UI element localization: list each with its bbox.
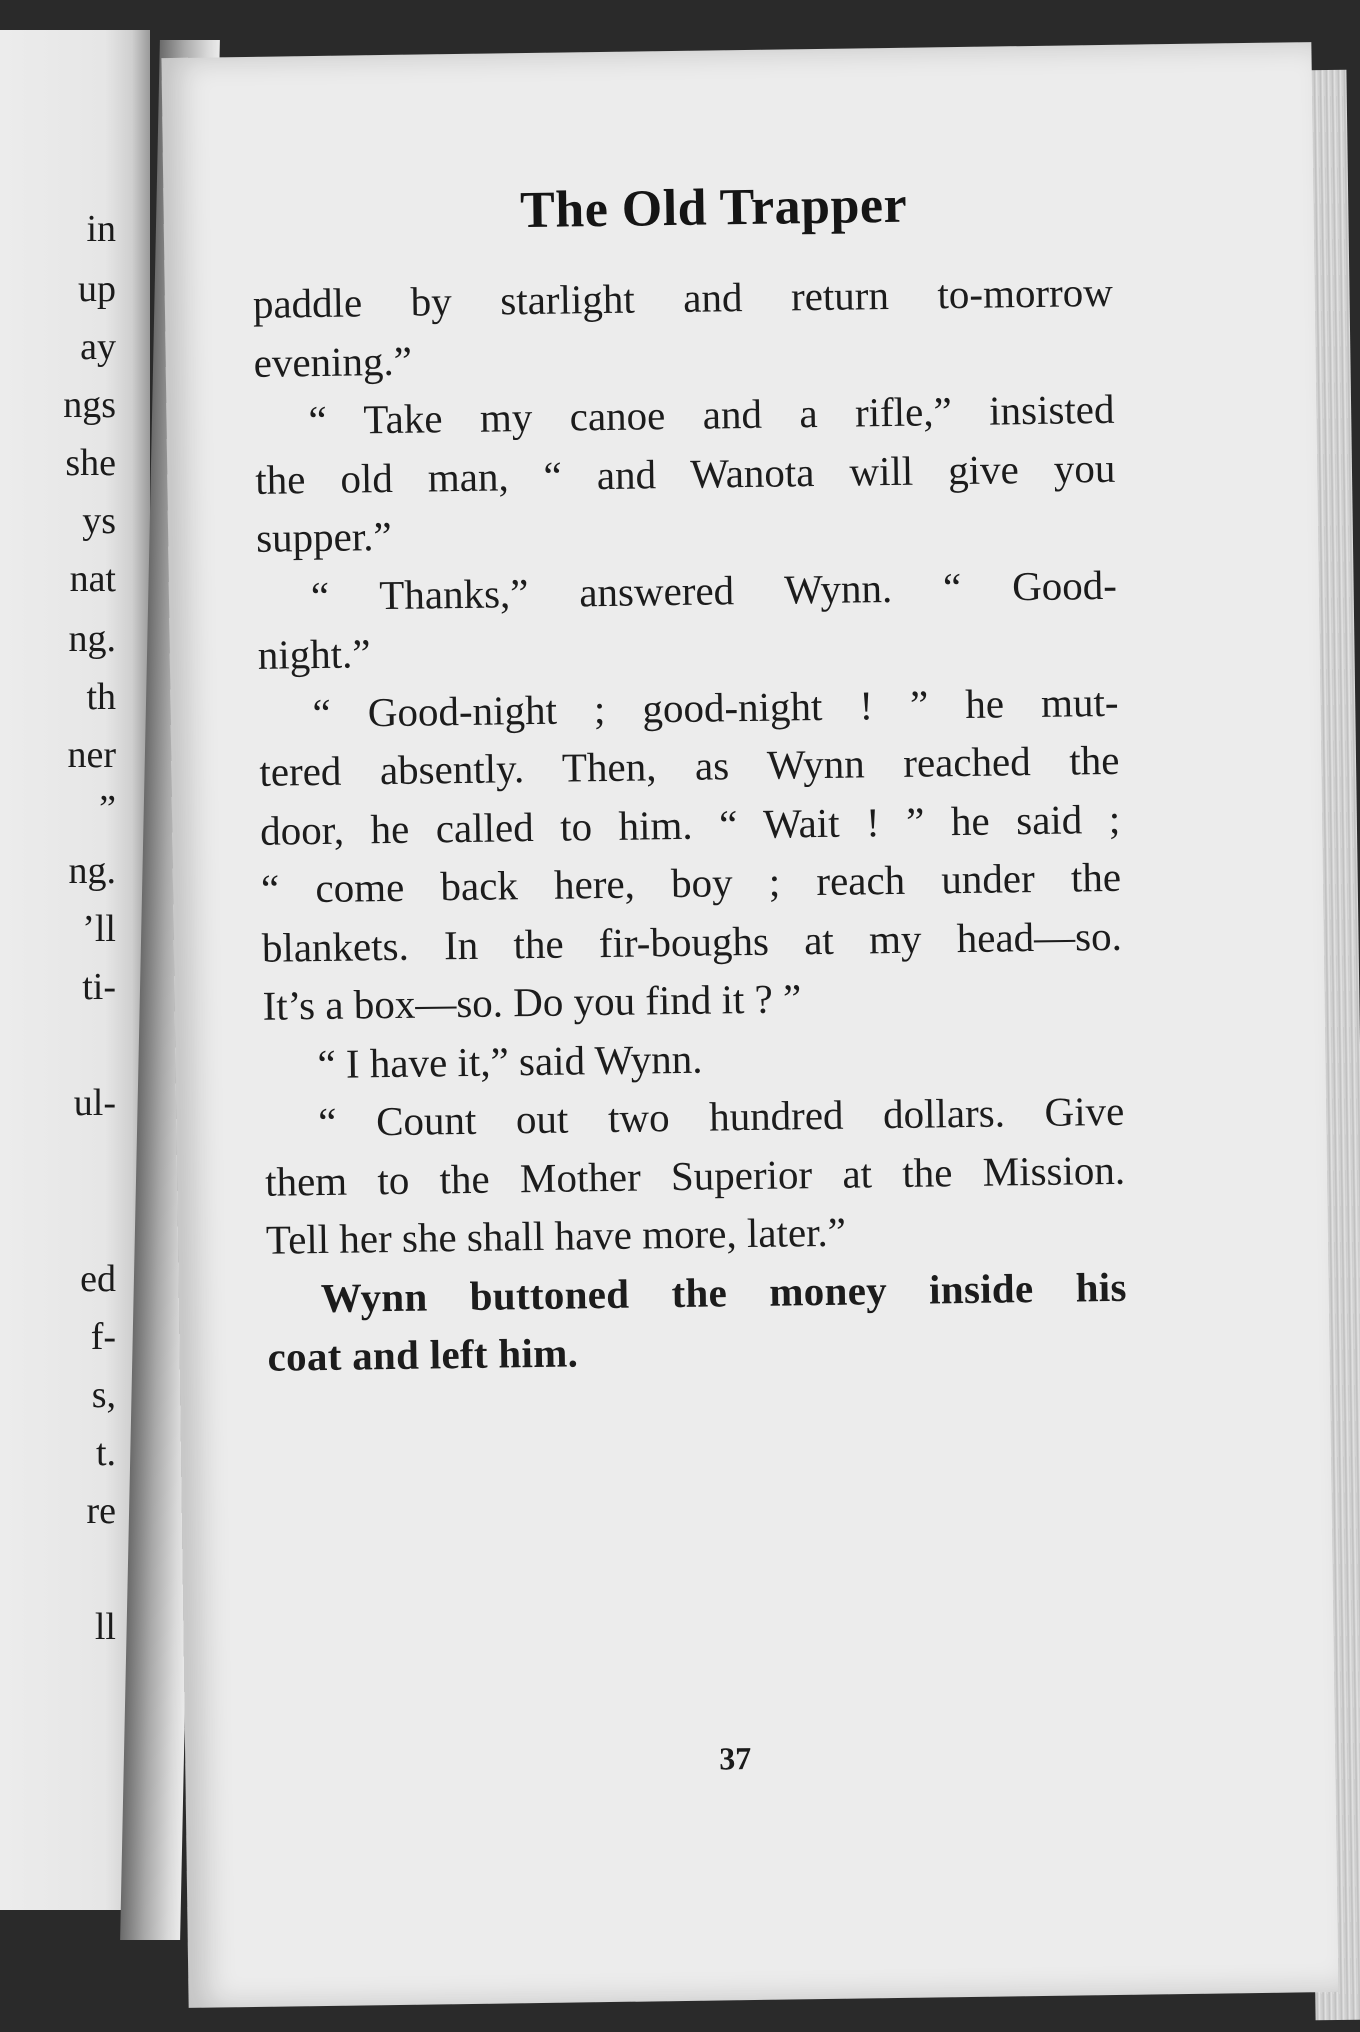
book-page bbox=[161, 42, 1338, 2008]
left-page-fragment: ll bbox=[94, 1606, 116, 1648]
text-line: Wynn buttoned the money inside his bbox=[320, 1263, 1128, 1321]
left-page-fragment: ys bbox=[82, 500, 116, 542]
left-page-fragment: up bbox=[78, 268, 116, 310]
text-line: “ I have it,” said Wynn. bbox=[317, 1035, 703, 1087]
left-page-fragment: ng. bbox=[68, 850, 116, 892]
left-page-fragment: ul- bbox=[73, 1082, 116, 1124]
left-page-fragment: she bbox=[65, 442, 116, 484]
text-line: paddle by starlight and return to-morrow bbox=[252, 268, 1114, 327]
text-line: tered absently. Then, as Wynn reached the bbox=[259, 736, 1120, 795]
left-page-fragment: ay bbox=[80, 326, 116, 368]
text-line: It’s a box—so. Do you find it ? ” bbox=[262, 975, 802, 1029]
page-number: 37 bbox=[718, 1740, 752, 1777]
text-line: them to the Mother Superior at the Mission. bbox=[264, 1146, 1126, 1205]
text-line: “ Count out two hundred dollars. Give bbox=[317, 1087, 1125, 1146]
left-page-fragment: ngs bbox=[63, 384, 116, 426]
text-line: the old man, “ and Wanota will give you bbox=[255, 444, 1116, 503]
text-line: night.” bbox=[257, 630, 371, 678]
left-page-fragment: t. bbox=[95, 1432, 116, 1474]
text-line: door, he called to him. “ Wait ! ” he said ; bbox=[259, 795, 1121, 854]
left-page-fragment: ’ll bbox=[82, 908, 116, 950]
left-page-fragment: ner bbox=[67, 734, 116, 776]
text-line: Tell her she shall have more, later.” bbox=[265, 1208, 847, 1263]
left-page-fragment: re bbox=[86, 1490, 116, 1532]
text-line: “ Take my canoe and a rifle,” insisted bbox=[308, 385, 1115, 444]
text-line: “ come back here, boy ; reach under the bbox=[260, 853, 1122, 912]
text-line: blankets. In the fir-boughs at my head—so. bbox=[261, 912, 1123, 971]
left-page-fragment: s, bbox=[91, 1374, 116, 1416]
text-line: coat and left him. bbox=[267, 1329, 579, 1380]
left-page-fragment: th bbox=[86, 676, 116, 718]
left-page-fragment: nat bbox=[69, 558, 116, 600]
left-page-fragment: f- bbox=[90, 1316, 116, 1358]
left-page-fragment: ” bbox=[99, 788, 116, 830]
left-page-fragment: in bbox=[86, 208, 116, 250]
text-line: “ Good-night ; good-night ! ” he mut- bbox=[312, 678, 1119, 736]
left-page-fragment: ti- bbox=[82, 966, 116, 1008]
running-title: The Old Trapper bbox=[519, 176, 908, 240]
left-page-fragment: ed bbox=[80, 1258, 116, 1300]
body-text bbox=[252, 263, 1127, 1386]
text-line: evening.” bbox=[253, 337, 413, 386]
left-page-fragment: ng. bbox=[68, 618, 116, 660]
text-line: supper.” bbox=[255, 512, 392, 561]
text-line: “ Thanks,” answered Wynn. “ Good- bbox=[310, 561, 1118, 619]
